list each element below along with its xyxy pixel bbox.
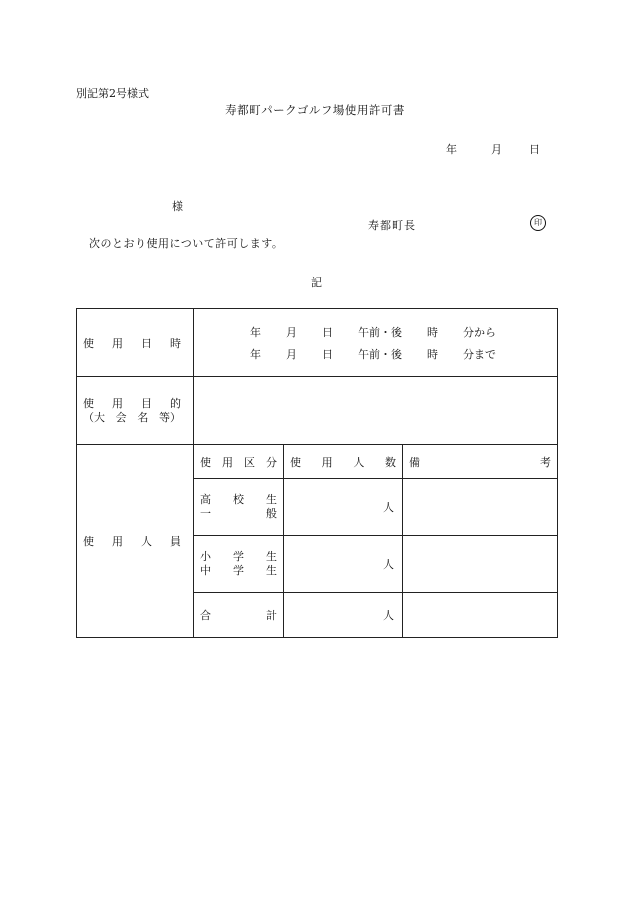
addressee-suffix: 様 — [172, 200, 183, 213]
seal-mark: 印 — [530, 215, 546, 231]
document-title: 寿都町パークゴルフ場使用許可書 — [225, 103, 405, 117]
issuer-name: 寿都町長 — [368, 219, 416, 232]
issue-date — [446, 141, 540, 157]
note-cell — [403, 479, 558, 536]
count-header: 使 用 人 数 — [284, 445, 403, 479]
form-number: 別記第2号様式 — [76, 87, 149, 100]
permit-table — [76, 308, 558, 638]
note-cell — [403, 593, 558, 638]
category-total: 合 計 — [194, 593, 284, 638]
intro-text: 次のとおり使用について許可します。 — [89, 237, 284, 250]
month-label: 月 — [491, 143, 502, 156]
note-header: 備 考 — [403, 445, 558, 479]
count-cell: 人 — [284, 536, 403, 593]
usage-purpose-value — [194, 377, 558, 445]
count-cell: 人 — [284, 593, 403, 638]
category-header: 使 用 区 分 — [194, 445, 284, 479]
usage-purpose-label: 使 用 目 的 （大 会 名 等） — [77, 377, 194, 445]
note-cell — [403, 536, 558, 593]
category-highschool-general: 高 校 生 一 般 — [194, 479, 284, 536]
ki-heading: 記 — [311, 276, 322, 289]
usage-datetime-value — [194, 309, 558, 377]
day-label: 日 — [529, 143, 540, 156]
headcount-header-row — [77, 445, 558, 479]
count-cell: 人 — [284, 479, 403, 536]
datetime-from-line: 年 月 日 午前・後 時 分から — [250, 325, 496, 339]
datetime-to-line: 年 月 日 午前・後 時 分まで — [250, 347, 496, 361]
headcount-label: 使 用 人 員 — [77, 445, 194, 638]
usage-purpose-row — [77, 377, 558, 445]
usage-datetime-label: 使 用 日 時 — [77, 309, 194, 377]
category-elementary-junior: 小 学 生 中 学 生 — [194, 536, 284, 593]
usage-datetime-row — [77, 309, 558, 377]
year-label: 年 — [446, 143, 457, 156]
